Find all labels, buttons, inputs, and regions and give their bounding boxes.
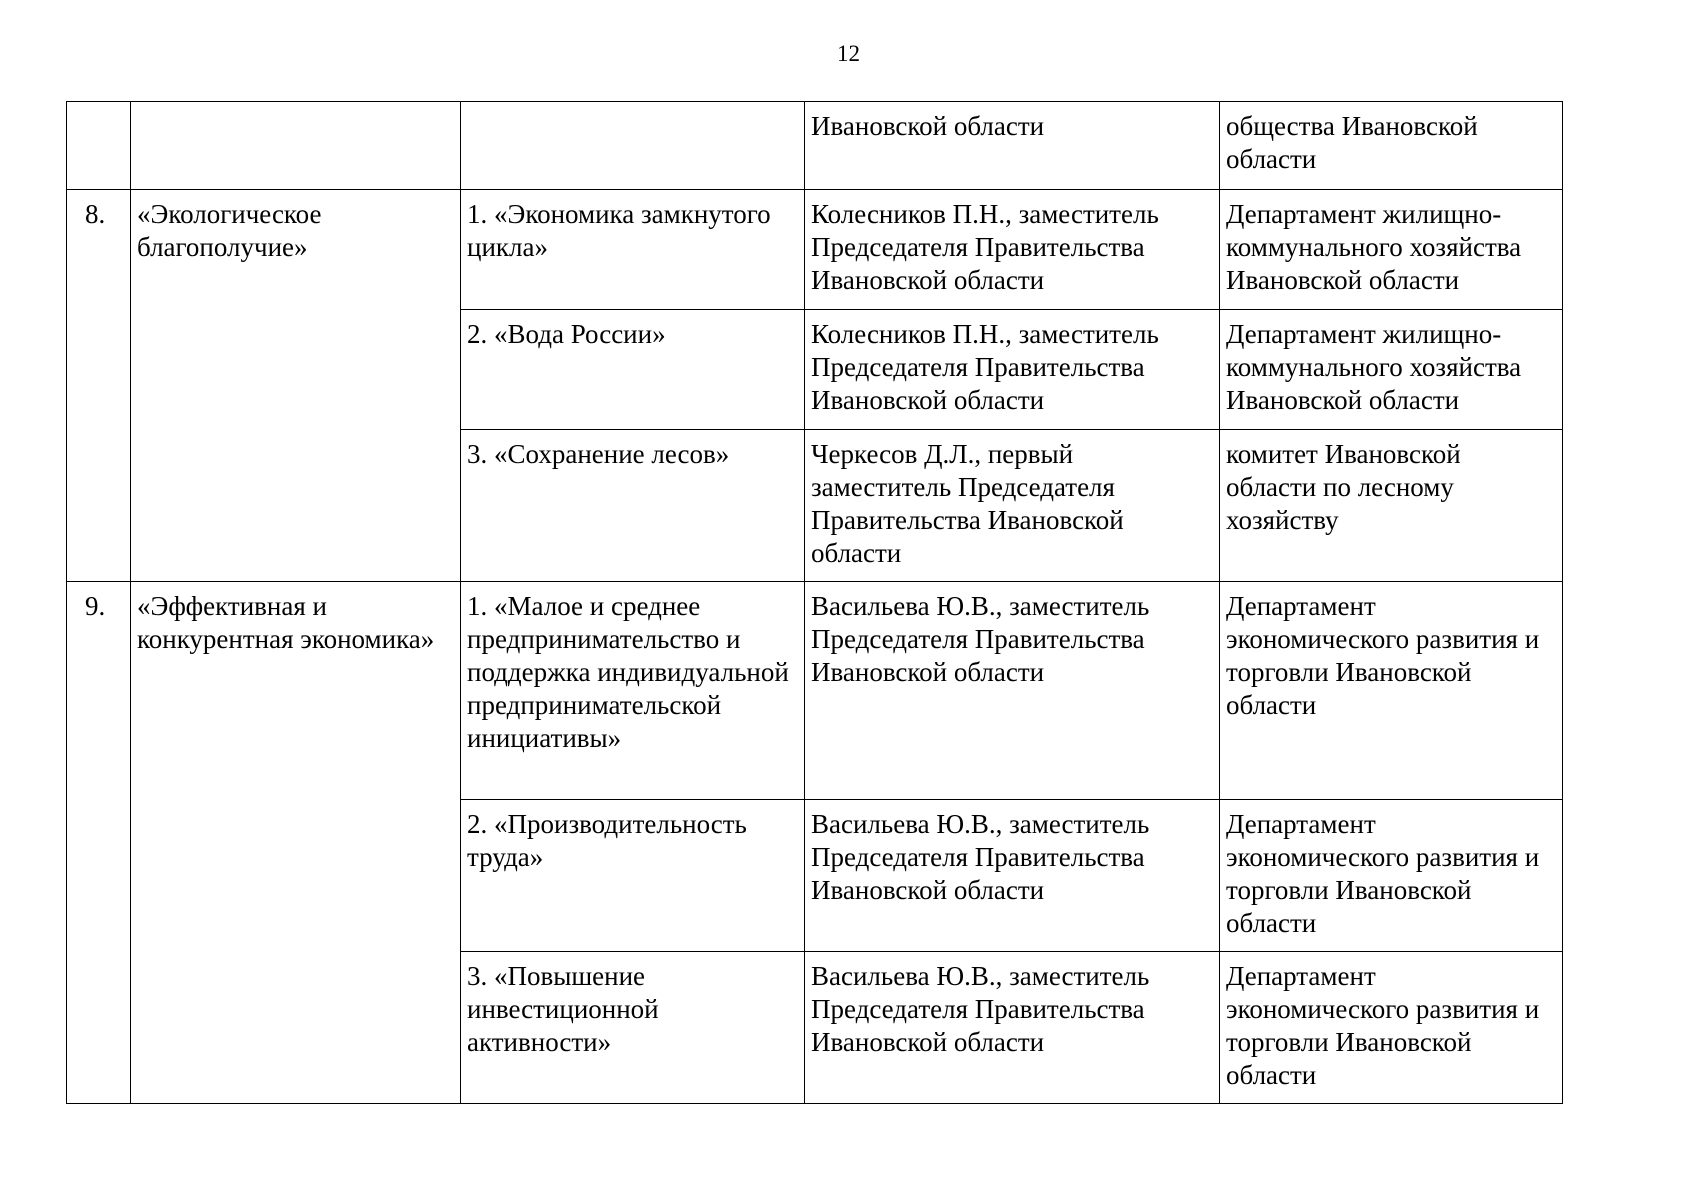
cell-regional-project: 3. «Повышение инвестиционной активности» [461, 952, 805, 1104]
cell-regional-project: 1. «Экономика замкнутого цикла» [461, 190, 805, 310]
cell-national-project [131, 102, 461, 190]
cell-regional-project [461, 102, 805, 190]
cell-curator: Васильева Ю.В., заместитель Председателя Правительства Ивановской области [805, 800, 1220, 952]
cell-curator: Черкесов Д.Л., первый заместитель Председателя Правительства Ивановской области [805, 430, 1220, 582]
cell-responsible: Департамент экономического развития и торговли Ивановской области [1220, 582, 1563, 800]
page-number: 12 [837, 41, 860, 66]
projects-table [66, 101, 1563, 1104]
cell-national-project: «Экологическое благополучие» [131, 190, 461, 582]
cell-responsible: Департамент жилищно-коммунального хозяйства Ивановской области [1220, 310, 1563, 430]
table-row [67, 582, 1563, 800]
table-row-continuation [67, 102, 1563, 190]
cell-num: 9. [67, 582, 131, 1104]
cell-num [67, 102, 131, 190]
cell-curator: Васильева Ю.В., заместитель Председателя Правительства Ивановской области [805, 582, 1220, 800]
cell-regional-project: 3. «Сохранение лесов» [461, 430, 805, 582]
table-row [67, 190, 1563, 310]
cell-regional-project: 1. «Малое и среднее предпринимательство и поддержка индивидуальной предпринимательской инициативы» [461, 582, 805, 800]
cell-curator: Колесников П.Н., заместитель Председателя Правительства Ивановской области [805, 190, 1220, 310]
cell-curator: Ивановской области [805, 102, 1220, 190]
cell-curator: Васильева Ю.В., заместитель Председателя Правительства Ивановской области [805, 952, 1220, 1104]
cell-responsible: комитет Ивановской области по лесному хозяйству [1220, 430, 1563, 582]
cell-responsible: Департамент экономического развития и торговли Ивановской области [1220, 952, 1563, 1104]
cell-national-project: «Эффективная и конкурентная экономика» [131, 582, 461, 1104]
cell-num: 8. [67, 190, 131, 582]
cell-curator: Колесников П.Н., заместитель Председателя Правительства Ивановской области [805, 310, 1220, 430]
cell-regional-project: 2. «Производительность труда» [461, 800, 805, 952]
cell-responsible: Департамент жилищно-коммунального хозяйства Ивановской области [1220, 190, 1563, 310]
cell-responsible: Департамент экономического развития и торговли Ивановской области [1220, 800, 1563, 952]
cell-regional-project: 2. «Вода России» [461, 310, 805, 430]
cell-responsible: общества Ивановской области [1220, 102, 1563, 190]
